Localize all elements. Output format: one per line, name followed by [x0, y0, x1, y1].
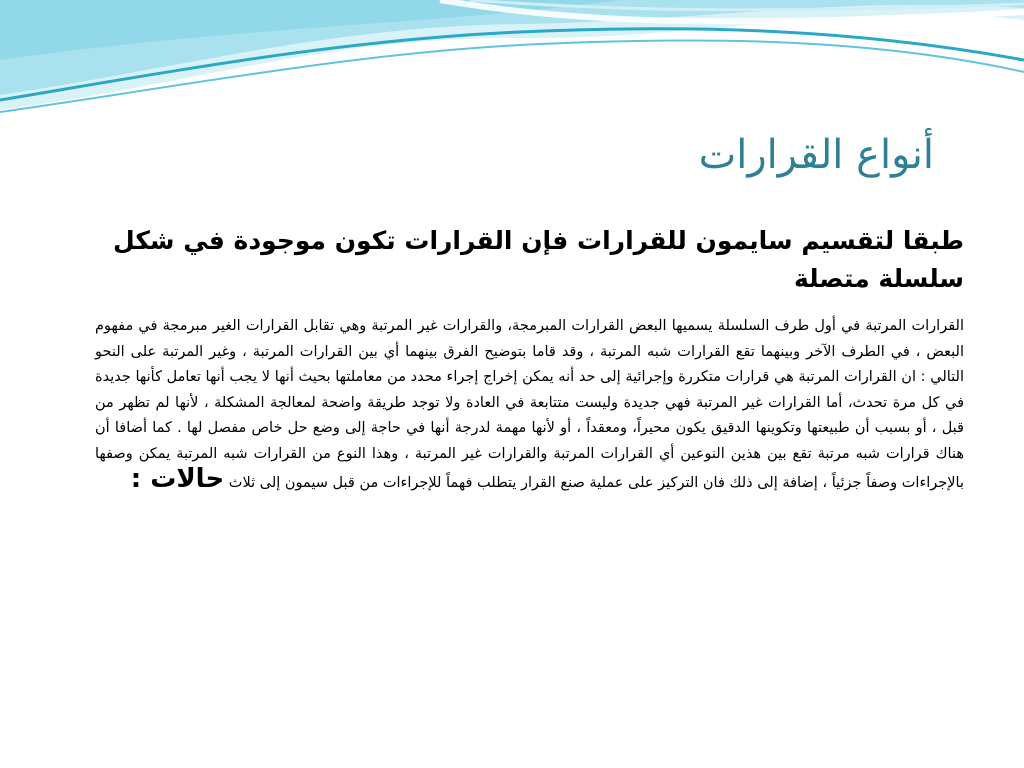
header-wave-decoration: [0, 0, 1024, 130]
body-paragraph: القرارات المرتبة في أول طرف السلسلة يسميها البعض القرارات المبرمجة، والقرارات غير المرتبة وهي تقابل القرارات الغير مبرمجة في مفهوم البعض ، في الطرف الآخر وبينهما تقع القرارات شبه المرتبة ، وقد قاما بتوضيح الفرق بينهما أي بين القرارات المرتبة ، وغير المرتبة على النحو التالي : ان القرارات المرتبة هي قرارات متكررة وإجرائية إلى حد أنه يمكن إخراج إجراء محدد من معاملتها بحيث أنها لا يجب أنها تعامل كأنها جديدة في كل مرة تحدث، أما القرارات غير المرتبة فهي جديدة وليست متتابعة في العادة ولا توجد طريقة واضحة لمعالجة المشكلة ، لأنها لم تظهر من قبل ، أو بسبب أن طبيعتها وتكوينها الدقيق يكون محيراً، ومعقداً ، أو لأنها مهمة لدرجة أنها في حاجة إلى وضع حل خاص مفصل لها . كما أضافا أن هناك قرارات شبه مرتبة تقع بين هذين النوعين أي القرارات المرتبة والقرارات غير المرتبة ، وهذا النوع من القرارات شبه المرتبة يمكن وصفها بالإجراءات وصفاً جزئياً ، إضافة إلى ذلك فان التركيز على عملية صنع القرار يتطلب فهماً للإجراءات من قبل سيمون إلى ثلاث: [95, 318, 964, 491]
slide-subtitle: طبقا لتقسيم سايمون للقرارات فإن القرارات تكون موجودة في شكل سلسلة متصلة: [113, 226, 964, 293]
body-paragraph-end: حالات :: [130, 464, 225, 494]
slide-title: أنواع القرارات: [698, 132, 934, 178]
slide-body-text: [95, 314, 964, 497]
